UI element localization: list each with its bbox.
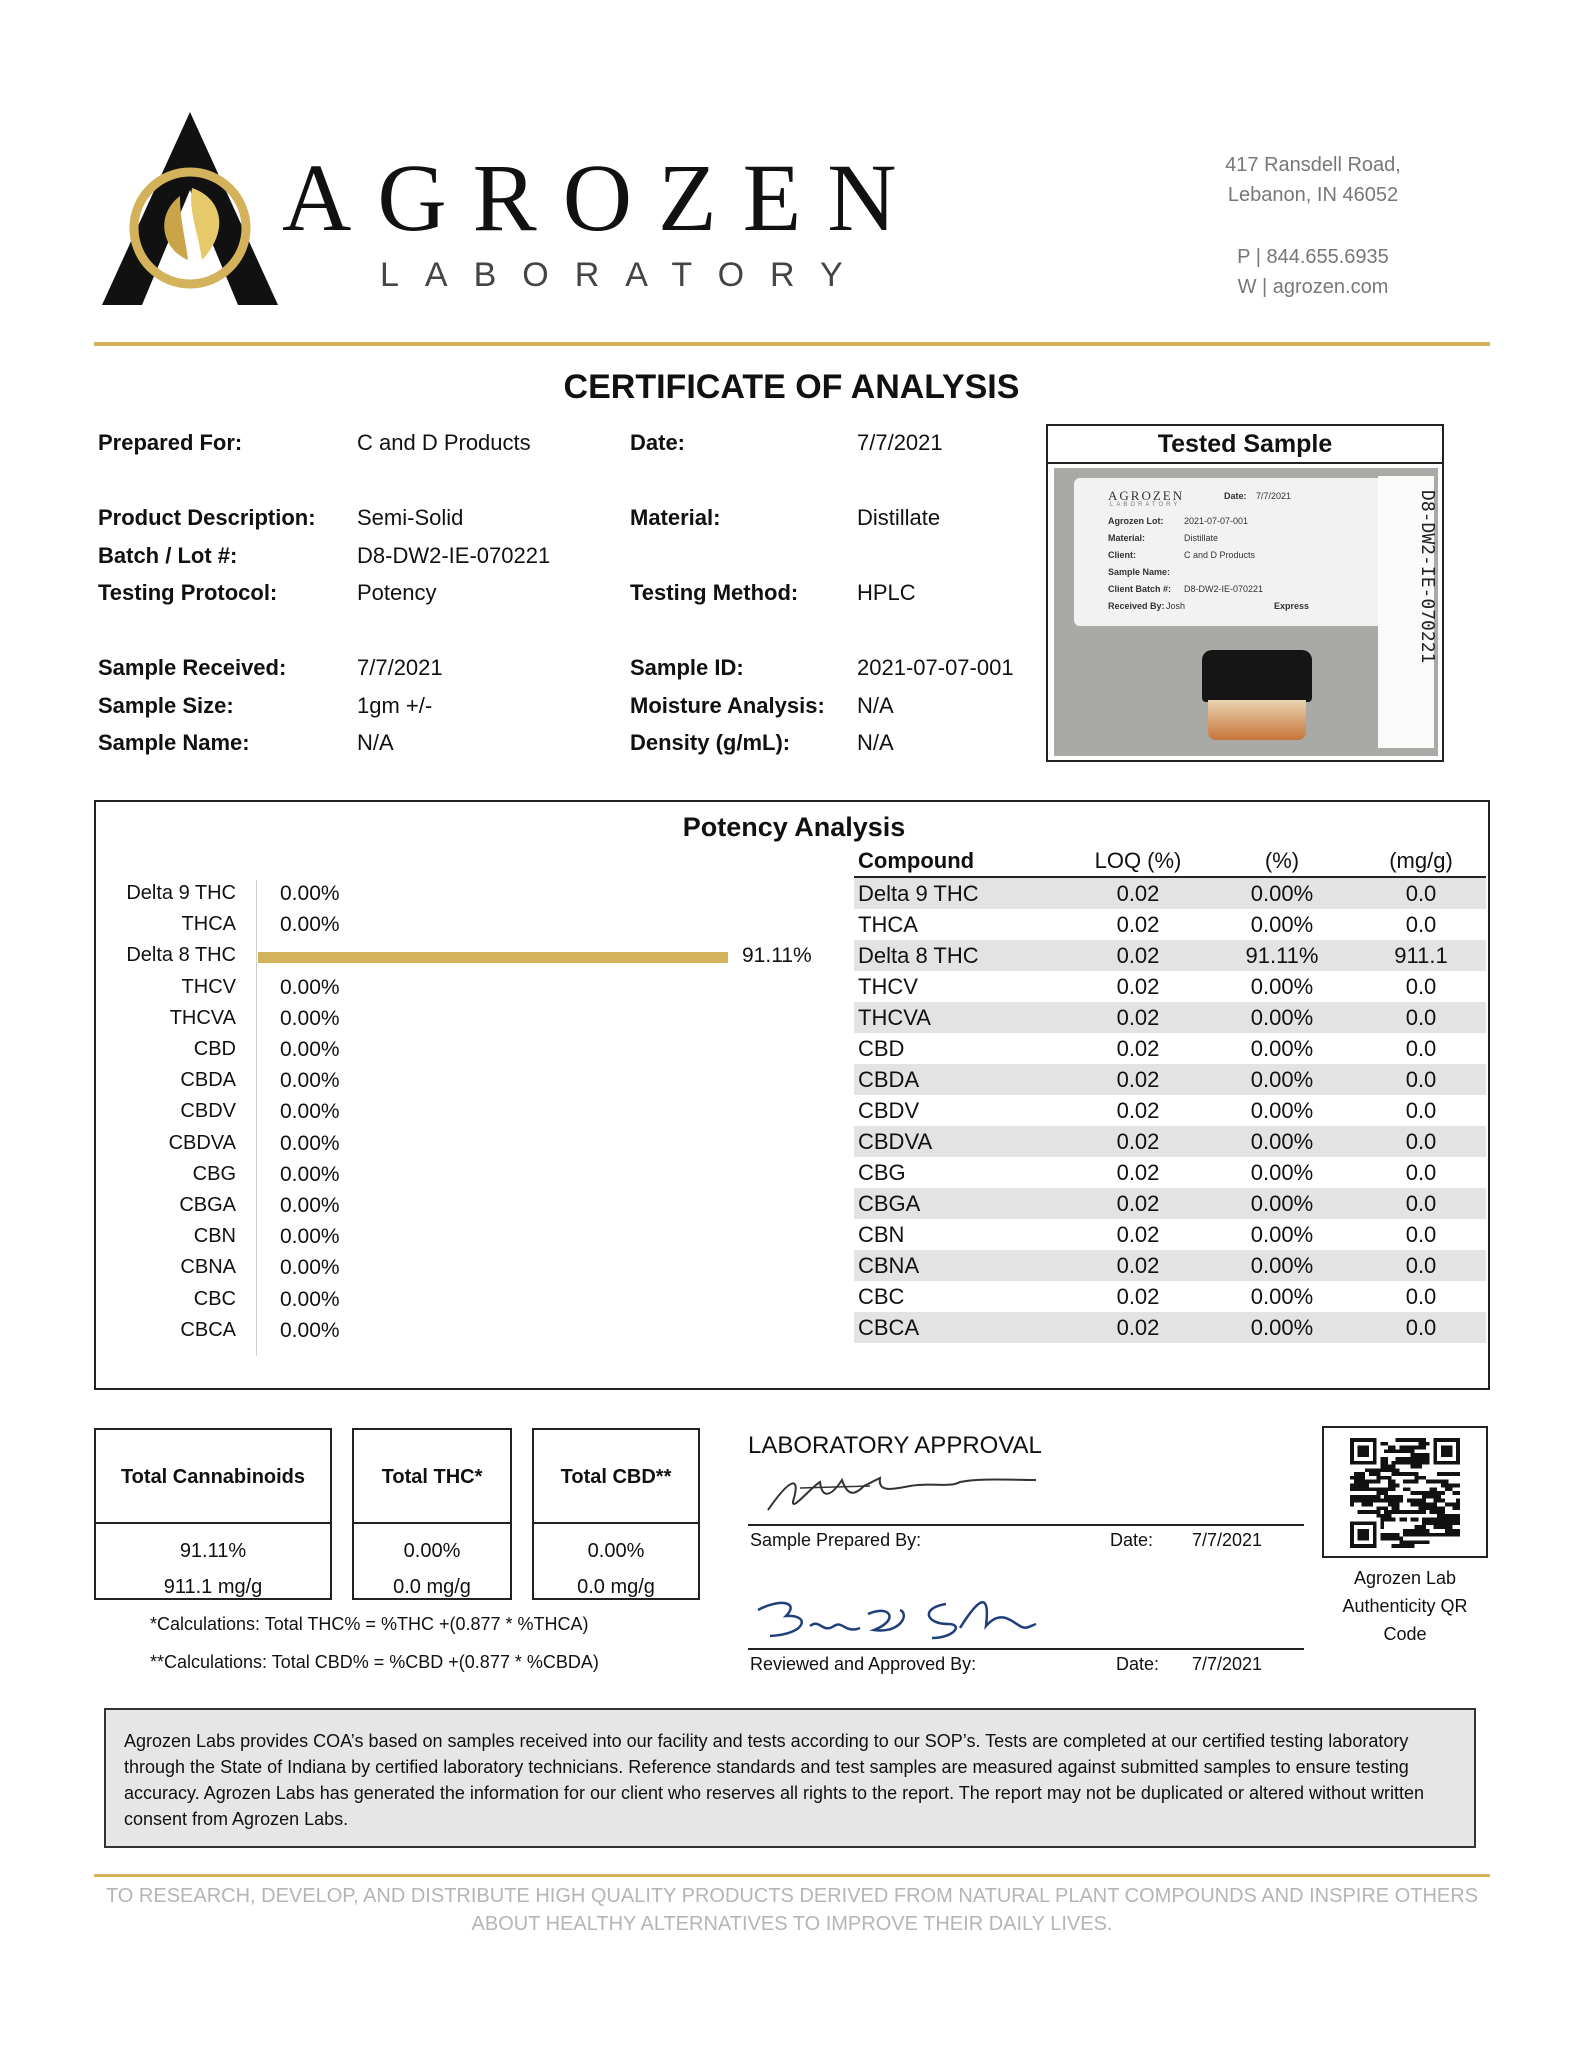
cell-pct: 0.00% xyxy=(1208,1002,1352,1033)
cell-compound: CBC xyxy=(858,1283,905,1309)
card-lot: 2021-07-07-001 xyxy=(1184,516,1249,526)
sample-id-label: Sample ID: xyxy=(630,655,744,680)
cell-pct: 0.00% xyxy=(1250,911,1314,937)
address-line-2: Lebanon, IN 46052 xyxy=(1227,184,1399,206)
cell-mgg: 0.0 xyxy=(1352,1250,1486,1281)
qr-frame xyxy=(1322,1426,1488,1558)
bar-label: CBCA xyxy=(180,1318,236,1341)
testing-protocol-label: Testing Protocol: xyxy=(98,580,278,605)
cell-mgg: 911.1 xyxy=(1352,940,1486,971)
tagline-line-1: TO RESEARCH, DEVELOP, AND DISTRIBUTE HIGH QUALITY PRODUCTS DERIVED FROM NATURAL PLANT COMPOUNDS AND INSPIRE OTHERS xyxy=(105,1885,1479,1907)
sample-received-label: Sample Received: xyxy=(98,655,287,680)
card-received-label: Received By: xyxy=(1108,601,1165,611)
cell-loq: 0.02 xyxy=(1064,940,1208,971)
bar-label: CBC xyxy=(193,1287,236,1310)
table-row xyxy=(854,1157,1486,1188)
bar-value-label: 0.00% xyxy=(280,1006,340,1030)
sample-name-value: N/A xyxy=(357,730,394,755)
total-cannabinoids-mgg: 911.1 mg/g xyxy=(163,1576,263,1598)
total-cbd-pct: 0.00% xyxy=(587,1540,645,1562)
qr-caption-2: Authenticity QR xyxy=(1342,1596,1468,1616)
brand-subtitle: LABORATORY xyxy=(380,256,869,294)
bar-value-label: 0.00% xyxy=(280,1287,340,1311)
cell-pct: 0.00% xyxy=(1250,973,1314,999)
cell-mgg: 0.0 xyxy=(1405,1097,1437,1123)
qr-code-icon[interactable] xyxy=(1344,1438,1466,1548)
cell-compound: THCV xyxy=(858,973,918,999)
cell-mgg: 0.0 xyxy=(1352,1002,1486,1033)
table-row xyxy=(854,1002,1486,1033)
date-value: 7/7/2021 xyxy=(857,430,943,455)
cell-mgg: 0.0 xyxy=(1352,877,1486,909)
prepared-date-label: Date: xyxy=(1110,1530,1154,1550)
reviewed-by-label: Reviewed and Approved By: xyxy=(750,1654,977,1674)
table-row xyxy=(854,940,1486,971)
card-material-label: Material: xyxy=(1108,533,1146,543)
bar-value-label: 0.00% xyxy=(280,1038,340,1061)
cell-loq: 0.02 xyxy=(1064,1064,1208,1095)
card-sub: LABORATORY xyxy=(1110,502,1181,508)
cell-pct: 0.00% xyxy=(1250,1035,1314,1061)
table-row xyxy=(854,1281,1486,1312)
cell-pct: 91.11% xyxy=(1208,940,1352,971)
card-batch: D8-DW2-IE-070221 xyxy=(1184,584,1264,594)
cell-mgg: 0.0 xyxy=(1405,973,1437,999)
cell-pct: 0.00% xyxy=(1250,1221,1314,1247)
total-thc-pct: 0.00% xyxy=(403,1540,461,1562)
table-row xyxy=(854,1188,1486,1219)
bar-label: CBD xyxy=(193,1038,236,1060)
density-label: Density (g/mL): xyxy=(630,730,791,755)
reviewed-date-value: 7/7/2021 xyxy=(1192,1654,1263,1674)
col-pct: (%) xyxy=(1208,846,1352,877)
cell-compound: CBD xyxy=(858,1035,905,1061)
total-cbd-mgg: 0.0 mg/g xyxy=(577,1576,655,1598)
testing-protocol-value: Potency xyxy=(357,580,437,605)
card-sample-name-label: Sample Name: xyxy=(1108,567,1171,577)
cell-loq: 0.02 xyxy=(1116,911,1160,937)
cell-mgg: 0.0 xyxy=(1405,1159,1437,1185)
cell-loq: 0.02 xyxy=(1116,1097,1160,1123)
card-express: Express xyxy=(1274,601,1310,611)
table-row xyxy=(854,1126,1486,1157)
table-row xyxy=(854,877,1486,909)
calc-cbd-note: **Calculations: Total CBD% = %CBD +(0.877 * %CBDA) xyxy=(150,1652,599,1672)
card-date-label: Date: xyxy=(1224,491,1247,501)
total-cbd-box xyxy=(532,1428,700,1600)
address-line-1: 417 Ransdell Road, xyxy=(1225,154,1401,176)
col-loq: LOQ (%) xyxy=(1064,846,1208,877)
total-thc-mgg: 0.0 mg/g xyxy=(393,1576,471,1598)
cell-mgg: 0.0 xyxy=(1405,1035,1437,1061)
batch-label: Batch / Lot #: xyxy=(98,543,238,568)
card-brand: AGROZEN xyxy=(1108,488,1185,503)
cell-mgg: 0.0 xyxy=(1405,1283,1437,1309)
approval-heading: LABORATORY APPROVAL xyxy=(748,1432,1042,1459)
bar-label: Delta 9 THC xyxy=(126,882,236,904)
cell-compound: THCA xyxy=(858,911,918,937)
agrozen-logo-icon xyxy=(100,110,280,310)
cell-compound: Delta 9 THC xyxy=(854,877,1064,909)
testing-method-label: Testing Method: xyxy=(630,580,799,605)
sample-id-value: 2021-07-07-001 xyxy=(857,655,1014,680)
sample-received-value: 7/7/2021 xyxy=(357,655,443,680)
table-row xyxy=(854,909,1486,940)
bar-value-label: 0.00% xyxy=(280,1100,340,1124)
bar-value-label: 0.00% xyxy=(280,882,340,905)
cell-mgg: 0.0 xyxy=(1405,1221,1437,1247)
handwritten-batch: D8-DW2-IE-070221 xyxy=(1417,490,1438,664)
cell-pct: 0.00% xyxy=(1208,1312,1352,1343)
cell-pct: 0.00% xyxy=(1250,1159,1314,1185)
bar-label: THCV xyxy=(181,975,236,998)
cell-mgg: 0.0 xyxy=(1352,1126,1486,1157)
preparer-signature-icon xyxy=(760,1468,1040,1518)
total-cannabinoids-box xyxy=(94,1428,332,1600)
footer-rule xyxy=(94,1874,1490,1877)
prepared-for-label: Prepared For: xyxy=(98,430,243,455)
cell-compound: CBNA xyxy=(854,1250,1064,1281)
table-row xyxy=(854,1312,1486,1343)
potency-table xyxy=(854,846,1486,1343)
prepared-for-value: C and D Products xyxy=(357,430,531,455)
cell-loq: 0.02 xyxy=(1064,877,1208,909)
reviewed-date-label: Date: xyxy=(1116,1654,1160,1674)
date-label: Date: xyxy=(630,430,686,455)
bar-value-label: 0.00% xyxy=(280,975,340,999)
tested-sample-heading: Tested Sample xyxy=(1048,426,1442,464)
cell-pct: 0.00% xyxy=(1250,1283,1314,1309)
cell-loq: 0.02 xyxy=(1064,1126,1208,1157)
jar-lid xyxy=(1202,650,1312,702)
bar-value-label: 0.00% xyxy=(280,1318,340,1342)
phone: P | 844.655.6935 xyxy=(1237,246,1389,268)
sample-photo xyxy=(1054,468,1438,756)
bar-value-label: 0.00% xyxy=(280,1069,340,1093)
card-lot-label: Agrozen Lot: xyxy=(1108,516,1164,526)
disclaimer-box: Agrozen Labs provides COA’s based on samples received into our facility and tests according to our SOP’s. Tests are completed at our certified testing laboratory through the State of Indiana by certified laboratory technicians. Reference standards and test samples are measured against submitted samples to ensure testing accuracy. Agrozen Labs has generated the information for our client who reserves all rights to the report. The report may not be duplicated or altered without written consent from Agrozen Labs. xyxy=(104,1708,1476,1848)
cell-loq: 0.02 xyxy=(1064,1002,1208,1033)
card-client: C and D Products xyxy=(1184,550,1256,560)
bar-label: CBGA xyxy=(179,1194,236,1216)
card-received-by: Josh xyxy=(1166,601,1186,611)
sample-label-card xyxy=(1074,478,1418,626)
card-material: Distillate xyxy=(1184,533,1219,543)
batch-value: D8-DW2-IE-070221 xyxy=(357,543,551,568)
moisture-label: Moisture Analysis: xyxy=(630,693,825,718)
handwritten-tape xyxy=(1378,476,1438,748)
bar-value-label: 0.00% xyxy=(280,1131,340,1155)
testing-method-value: HPLC xyxy=(857,580,916,605)
moisture-value: N/A xyxy=(857,693,894,718)
cell-mgg: 0.0 xyxy=(1405,911,1437,937)
bar-value-label: 0.00% xyxy=(280,1225,340,1249)
total-thc-box xyxy=(352,1428,512,1600)
bar-value-label: 0.00% xyxy=(280,913,340,937)
bar-value-label: 0.00% xyxy=(280,1162,340,1186)
card-batch-label: Client Batch #: xyxy=(1108,584,1172,594)
document-title: CERTIFICATE OF ANALYSIS xyxy=(563,368,1020,406)
cell-compound: CBCA xyxy=(854,1312,1064,1343)
reviewed-line xyxy=(748,1648,1304,1650)
total-cannabinoids-label: Total Cannabinoids xyxy=(96,1430,330,1524)
sample-size-label: Sample Size: xyxy=(98,693,234,718)
cell-loq: 0.02 xyxy=(1064,1250,1208,1281)
tagline xyxy=(94,1882,1490,1938)
table-row xyxy=(854,971,1486,1002)
qr-caption-3: Code xyxy=(1383,1624,1427,1644)
cell-compound: CBN xyxy=(858,1221,905,1247)
cell-loq: 0.02 xyxy=(1116,1283,1160,1309)
bar-value-label: 0.00% xyxy=(280,1194,340,1217)
cell-compound: CBGA xyxy=(854,1188,1064,1219)
cell-compound: THCVA xyxy=(854,1002,1064,1033)
tested-sample-panel xyxy=(1046,424,1444,762)
cell-loq: 0.02 xyxy=(1116,973,1160,999)
address-block xyxy=(1203,150,1423,302)
total-cannabinoids-pct: 91.11% xyxy=(179,1540,247,1562)
prepared-line xyxy=(748,1524,1304,1526)
cell-compound: CBG xyxy=(858,1159,906,1185)
col-compound: Compound xyxy=(854,846,1064,877)
material-value: Distillate xyxy=(857,505,941,530)
table-row xyxy=(854,1064,1486,1095)
bar-label: THCVA xyxy=(169,1006,236,1029)
bar-value-label: 91.11% xyxy=(742,944,812,968)
table-row xyxy=(854,1219,1486,1250)
total-thc-label: Total THC* xyxy=(354,1430,510,1524)
product-description-label: Product Description: xyxy=(98,505,316,530)
calc-thc-note: *Calculations: Total THC% = %THC +(0.877 * %THCA) xyxy=(150,1614,589,1634)
bar-label: Delta 8 THC xyxy=(126,944,236,967)
cell-pct: 0.00% xyxy=(1208,1188,1352,1219)
qr-caption xyxy=(1322,1564,1488,1648)
col-mgg: (mg/g) xyxy=(1352,846,1486,877)
cell-mgg: 0.0 xyxy=(1352,1312,1486,1343)
cell-pct: 0.00% xyxy=(1208,877,1352,909)
card-client-label: Client: xyxy=(1108,550,1136,560)
tagline-line-2: ABOUT HEALTHY ALTERNATIVES TO IMPROVE THEIR DAILY LIVES. xyxy=(471,1913,1113,1935)
table-row xyxy=(854,1095,1486,1126)
sample-size-value: 1gm +/- xyxy=(357,693,433,718)
cell-loq: 0.02 xyxy=(1064,1188,1208,1219)
table-row xyxy=(854,1033,1486,1064)
cell-loq: 0.02 xyxy=(1116,1221,1160,1247)
website: W | agrozen.com xyxy=(1237,276,1389,298)
cell-compound: Delta 8 THC xyxy=(854,940,1064,971)
potency-panel xyxy=(94,800,1490,1390)
cell-pct: 0.00% xyxy=(1208,1126,1352,1157)
jar-body xyxy=(1208,700,1306,740)
cell-compound: CBDVA xyxy=(854,1126,1064,1157)
bar-label: CBN xyxy=(193,1225,236,1248)
bar-label: CBG xyxy=(192,1162,236,1185)
cell-compound: CBDA xyxy=(854,1064,1064,1095)
product-description-value: Semi-Solid xyxy=(357,505,464,530)
cell-pct: 0.00% xyxy=(1250,1097,1314,1123)
material-label: Material: xyxy=(630,505,721,530)
cell-mgg: 0.0 xyxy=(1352,1188,1486,1219)
bar-label: CBDVA xyxy=(168,1131,236,1154)
bar xyxy=(258,952,728,963)
brand-name: AGROZEN xyxy=(282,144,923,251)
cell-mgg: 0.0 xyxy=(1352,1064,1486,1095)
cell-loq: 0.02 xyxy=(1116,1159,1160,1185)
bar-label: CBDA xyxy=(180,1069,236,1092)
density-value: N/A xyxy=(857,730,894,755)
cell-loq: 0.02 xyxy=(1116,1035,1160,1061)
header-rule xyxy=(94,342,1490,346)
prepared-date-value: 7/7/2021 xyxy=(1192,1530,1263,1550)
bar-label: CBDV xyxy=(180,1100,236,1123)
cell-loq: 0.02 xyxy=(1064,1312,1208,1343)
card-date: 7/7/2021 xyxy=(1256,491,1292,501)
bar-label: THCA xyxy=(181,913,236,936)
qr-caption-1: Agrozen Lab xyxy=(1353,1568,1457,1588)
table-row xyxy=(854,1250,1486,1281)
bar-value-label: 0.00% xyxy=(280,1256,340,1280)
sample-name-label: Sample Name: xyxy=(98,730,250,755)
cell-pct: 0.00% xyxy=(1208,1064,1352,1095)
cell-compound: CBDV xyxy=(858,1097,920,1123)
potency-title: Potency Analysis xyxy=(682,812,906,842)
prepared-by-label: Sample Prepared By: xyxy=(750,1530,922,1550)
cell-pct: 0.00% xyxy=(1208,1250,1352,1281)
total-cbd-label: Total CBD** xyxy=(534,1430,698,1524)
approver-signature-icon xyxy=(750,1590,1040,1646)
chart-axis xyxy=(256,880,257,1356)
bar-label: CBNA xyxy=(180,1256,236,1279)
